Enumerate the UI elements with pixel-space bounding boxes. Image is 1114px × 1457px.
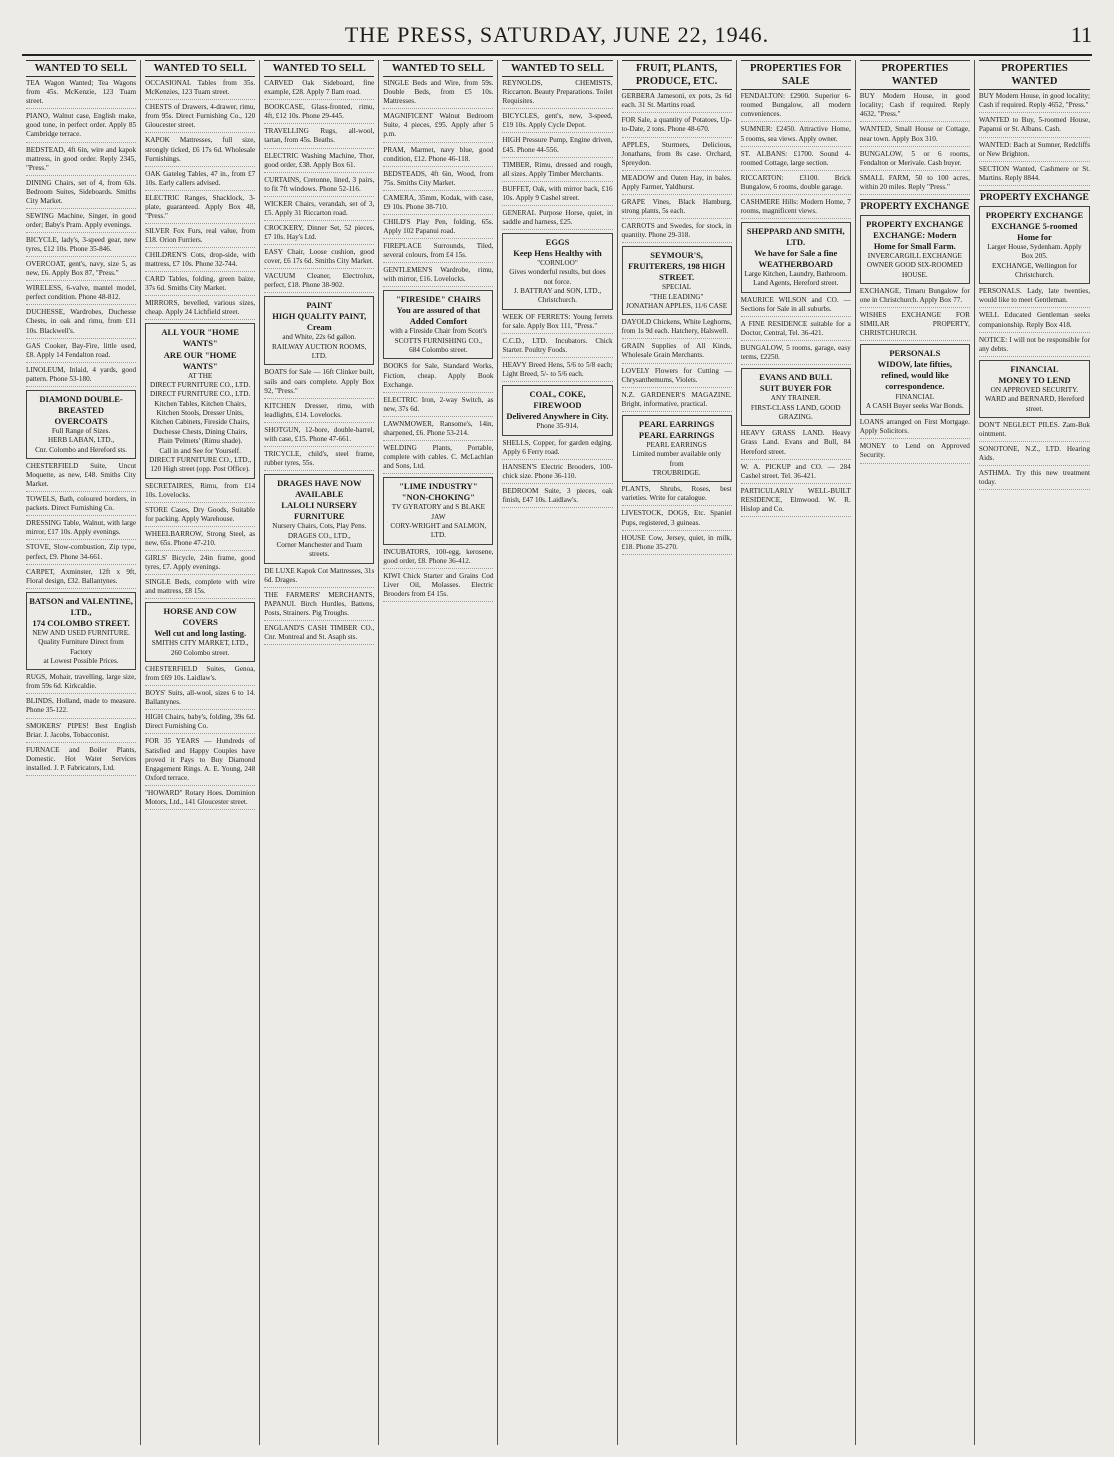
- classified-ad: SHELLS, Copper, for garden edging. Apply 6 Ferry road.: [502, 439, 612, 460]
- classified-ad: ELECTRIC Ranges, Shacklock, 3-plate, guaranteed. Apply Box 48, "Press.": [145, 194, 255, 224]
- classified-ad: "HOWARD" Rotary Hoes. Dominion Motors, Ltd., 141 Gloucester street.: [145, 789, 255, 810]
- display-ad-line: Keep Hens Healthy with: [513, 247, 602, 258]
- display-ad-line: TV GYRATORY and S BLAKE JAW: [391, 503, 486, 521]
- classified-ad: OCCASIONAL Tables from 35s. McKenzies, 123 Tuam street.: [145, 79, 255, 100]
- display-ad-line: "NON-CHOKING": [401, 492, 475, 503]
- classified-ad: INCUBATORS, 100-egg, kerosene, good order, £8. Phone 36-412.: [383, 548, 493, 569]
- display-advertisement: [264, 474, 374, 564]
- classified-ad: FIREPLACE Surrounds, Tiled, several colours, from £4 15s.: [383, 242, 493, 263]
- display-ad-line: Well cut and long lasting.: [154, 628, 247, 639]
- classified-ad: CHESTERFIELD Suites, Genoa, from £69 10s. Laidlaw's.: [145, 665, 255, 686]
- classified-ad: GERBERA Jamesoni, ex pots, 2s 6d each. 31 St. Martins road.: [622, 92, 732, 113]
- display-ad-line: SCOTTS FURNISHING CO.,: [394, 336, 483, 345]
- column-heading: PROPERTIES WANTED: [860, 60, 970, 90]
- section-subheading: PROPERTY EXCHANGE: [979, 190, 1090, 203]
- display-ad-line: 684 Colombo street.: [409, 346, 468, 355]
- classified-ad: BUNGALOW, 5 rooms, garage, easy terms, £2250.: [741, 344, 851, 365]
- column-heading: FRUIT, PLANTS, PRODUCE, ETC.: [622, 60, 732, 90]
- display-advertisement: [622, 246, 732, 315]
- classified-ad: CHILDREN'S Cots, drop-side, with mattress, £7 10s. Phone 32-744.: [145, 251, 255, 272]
- column-heading: WANTED TO SELL: [502, 60, 612, 77]
- classified-ad: BUY Modern House, in good locality; Cash if required. Reply 4632, "Press.": [860, 92, 970, 122]
- display-ad-line: WIDOW, late fifties, refined, would like correspondence.: [877, 359, 952, 392]
- classified-ad: WANTED: Bach at Sumner, Redcliffs or New Brighton.: [979, 141, 1090, 162]
- display-ad-line: AT THE: [188, 371, 213, 380]
- classified-ad: REYNOLDS, CHEMISTS, Riccarton. Beauty Preparations. Toilet Requisites.: [502, 79, 612, 109]
- classified-ad: HIGH Pressure Pump, Engine driven, £45. Phone 44-556.: [502, 136, 612, 157]
- classified-ad: TIMBER, Rimu, dressed and rough, all sizes. Apply Timber Merchants.: [502, 161, 612, 182]
- classified-ad: A FINE RESIDENCE suitable for a Doctor, Central, Tel. 36-421.: [741, 320, 851, 341]
- classified-ad: FURNACE and Boiler Plants, Domestic. Hot Water Services installed. J. P. Fabricators, Ltd.: [26, 746, 136, 776]
- display-ad-line: MONEY TO LEND: [998, 374, 1071, 385]
- classified-ad: LOANS arranged on First Mortgage. Apply Solicitors.: [860, 418, 970, 439]
- display-ad-line: DRAGES CO., LTD.,: [287, 531, 351, 540]
- display-ad-line: OWNER GOOD SIX-ROOMED HOUSE.: [866, 261, 963, 279]
- classified-ad: SMALL FARM, 50 to 100 acres, within 20 miles. Reply "Press.": [860, 174, 970, 195]
- classified-ad: BOATS for Sale — 16ft Clinker built, sails and oars complete. Apply Box 92, "Press.": [264, 368, 374, 398]
- classified-ad: ASTHMA. Try this new treatment today.: [979, 469, 1090, 490]
- display-advertisement: [264, 296, 374, 365]
- masthead: [22, 22, 1092, 56]
- classified-ad: WIRELESS, 6-valve, mantel model, perfect condition. Phone 48-812.: [26, 284, 136, 305]
- display-ad-line: PEARL EARRINGS: [638, 418, 715, 429]
- classified-ad: N.Z. GARDENER'S MAGAZINE. Bright, informative, practical.: [622, 391, 732, 412]
- classified-ad: BEDSTEAD, 4ft 6in, wire and kapok mattress, in good order. Reply 2345, "Press.": [26, 146, 136, 176]
- display-ad-line: OVERCOATS: [54, 415, 108, 426]
- display-ad-line: ARE OUR "HOME WANTS": [163, 349, 237, 371]
- classified-ad: TOWELS, Bath, coloured borders, in packets. Direct Furnishing Co.: [26, 495, 136, 516]
- display-ad-line: Plain 'Pelmets' (Rimu shade).: [157, 437, 243, 446]
- classified-ad: CARPET, Axminster, 12ft x 9ft, Floral design, £32. Ballantynes.: [26, 568, 136, 589]
- classified-ad: C.C.D., LTD. Incubators. Chick Starter. Poultry Foods.: [502, 337, 612, 358]
- display-ad-line: COAL, COKE, FIREWOOD: [529, 389, 586, 411]
- classified-ad: CASHMERE Hills: Modern Home, 7 rooms, magnificent views.: [741, 198, 851, 219]
- display-ad-line: JONATHAN APPLES, 11/6 CASE: [626, 301, 728, 310]
- classified-ad: WISHES EXCHANGE FOR SIMILAR PROPERTY, CHRISTCHURCH.: [860, 311, 970, 341]
- classified-ad: GAS Cooker, Bay-Fire, little used, £8. Apply 14 Fendalton road.: [26, 342, 136, 363]
- display-advertisement: [741, 222, 851, 293]
- classified-ad: SILVER Fox Furs, real value, from £18. Orion Furriers.: [145, 227, 255, 248]
- display-ad-line: Delivered Anywhere in City.: [506, 411, 609, 422]
- classified-ad: PRAM, Marmet, navy blue, good condition, £12. Phone 46-118.: [383, 146, 493, 167]
- classified-ad: RICCARTON: £3100. Brick Bungalow, 6 rooms, double garage.: [741, 174, 851, 195]
- column: [379, 60, 498, 1445]
- display-ad-line: Phone 35-914.: [536, 422, 579, 431]
- column: [856, 60, 975, 1445]
- display-advertisement: [979, 206, 1090, 285]
- classified-ad: OAK Gateleg Tables, 47 in., from £7 10s. Early callers advised.: [145, 170, 255, 191]
- classified-ad: LAWNMOWER, Ransome's, 14in, sharpened, £6. Phone 53-214.: [383, 420, 493, 441]
- classified-ad: DRESSING Table, Walnut, with large mirror, £17 10s. Apply evenings.: [26, 519, 136, 540]
- classified-ad: HIGH Chairs, baby's, folding, 39s 6d. Direct Furnishing Co.: [145, 713, 255, 734]
- classified-ad: STOVE, Slow-combustion, Zip type, perfect, £9. Phone 34-661.: [26, 543, 136, 564]
- display-ad-line: FINANCIAL: [1010, 363, 1059, 374]
- display-ad-line: Full Range of Sizes.: [51, 426, 111, 435]
- column: [260, 60, 379, 1445]
- display-ad-line: SUIT BUYER FOR: [759, 383, 832, 394]
- display-ad-line: HORSE AND COW COVERS: [163, 606, 237, 628]
- display-ad-line: Kitchen Cabinets, Fireside Chairs,: [150, 418, 250, 427]
- classified-ad: WELL Educated Gentleman seeks companionship. Reply Box 418.: [979, 311, 1090, 332]
- display-ad-line: DIAMOND DOUBLE-BREASTED: [39, 393, 123, 415]
- classified-ad: BOOKCASE, Glass-fronted, rimu, 4ft, £12 10s. Phone 29-445.: [264, 103, 374, 124]
- display-ad-line: SHEPPARD AND SMITH, LTD.: [746, 225, 845, 247]
- classified-ad: HEAVY Breed Hens, 5/6 to 5/8 each; Light Breed, 5/- to 5/6 each.: [502, 361, 612, 382]
- display-ad-line: "THE LEADING": [649, 292, 704, 301]
- display-ad-line: "FIRESIDE" CHAIRS: [395, 294, 481, 305]
- classified-ad: SUMNER: £2450. Attractive Home, 5 rooms, sea views. Apply owner.: [741, 125, 851, 146]
- classified-ad: DE LUXE Kapok Cot Mattresses, 31s 6d. Drages.: [264, 567, 374, 588]
- display-ad-line: "CORNLOO": [537, 259, 578, 268]
- classified-ad: PIANO, Walnut case, English make, good tone, in perfect order. Apply 85 Cambridge terrace.: [26, 112, 136, 142]
- display-ad-line: 174 COLOMBO STREET.: [32, 617, 130, 628]
- display-ad-line: EXCHANGE 5-roomed Home for: [991, 220, 1078, 242]
- classified-ad: ELECTRIC Iron, 2-way Switch, as new, 37s 6d.: [383, 396, 493, 417]
- display-ad-line: DIRECT FURNITURE CO., LTD.,: [149, 455, 252, 464]
- display-ad-line: "LIME INDUSTRY": [399, 481, 478, 492]
- column: [618, 60, 737, 1445]
- classified-ad: WANTED, Small House or Cottage, near town. Apply Box 310.: [860, 125, 970, 146]
- display-ad-line: Nursery Chairs, Cots, Play Pens.: [272, 522, 367, 531]
- classified-ad: SMOKERS' PIPES! Best English Briar. J. Jacobs, Tobacconist.: [26, 722, 136, 743]
- classified-ad: DON'T NEGLECT PILES. Zam-Buk ointment.: [979, 421, 1090, 442]
- display-ad-line: HERB LABAN, LTD.,: [47, 436, 115, 445]
- display-ad-line: Cnr. Colombo and Hereford sts.: [35, 445, 127, 454]
- column-heading: WANTED TO SELL: [26, 60, 136, 77]
- classified-ad: SECRETAIRES, Rimu, from £14 10s. Lovelocks.: [145, 482, 255, 503]
- display-ad-line: PAINT: [306, 300, 333, 311]
- newspaper-title: THE PRESS, SATURDAY, JUNE 22, 1946.: [344, 22, 770, 47]
- classified-ad: MIRRORS, bevelled, various sizes, cheap. Apply 24 Lichfield street.: [145, 299, 255, 320]
- classified-ad: MAGNIFICENT Walnut Bedroom Suite, 4 pieces, £95. Apply after 5 p.m.: [383, 112, 493, 142]
- display-ad-line: PERSONALS: [889, 348, 941, 359]
- classified-ad: CHESTERFIELD Suite, Uncut Moquette, as new, £48. Smiths City Market.: [26, 462, 136, 492]
- display-ad-line: PROPERTY EXCHANGE: [866, 218, 964, 229]
- classified-ad: BOOKS for Sale, Standard Works, Fiction, cheap. Apply Book Exchange.: [383, 362, 493, 392]
- display-ad-line: PEARL EARRINGS: [638, 429, 715, 440]
- display-advertisement: [502, 385, 612, 436]
- classified-ad: SINGLE Beds, complete with wire and mattress, £8 15s.: [145, 578, 255, 599]
- classified-ad: CARD Tables, folding, green baize, 37s 6d. Smiths City Market.: [145, 275, 255, 296]
- column-heading: WANTED TO SELL: [383, 60, 493, 77]
- classified-ad: PARTICULARLY WELL-BUILT RESIDENCE, Elmwood. W. R. Hislop and Co.: [741, 487, 851, 517]
- classified-ad: BEDSTEADS, 4ft 6in, Wood, from 75s. Smiths City Market.: [383, 170, 493, 191]
- classified-ad: THE FARMERS' MERCHANTS, PAPANUI. Birch Hurdles, Battens, Posts, Strainers. Pig Troughs.: [264, 591, 374, 621]
- classified-ad: SECTION Wanted, Cashmere or St. Martins. Reply 8844.: [979, 165, 1090, 186]
- display-ad-line: 120 High street (opp. Post Office).: [150, 465, 250, 474]
- display-ad-line: SPECIAL: [662, 283, 692, 292]
- column: [141, 60, 260, 1445]
- display-ad-line: DIRECT FURNITURE CO., LTD.: [150, 380, 251, 389]
- display-ad-line: TROUBRIDGE.: [652, 468, 701, 477]
- display-ad-line: Kitchen Stools, Dresser Units,: [156, 409, 244, 418]
- classified-ad: VACUUM Cleaner, Electrolux, perfect, £18. Phone 38-902.: [264, 272, 374, 293]
- classified-ad: HEAVY GRASS LAND. Heavy Grass Land. Evans and Bull, 84 Hereford street.: [741, 429, 851, 459]
- column: [975, 60, 1094, 1445]
- classified-ad: GRAPE Vines, Black Hamburg, strong plants, 5s each.: [622, 198, 732, 219]
- display-ad-line: NEW AND USED FURNITURE.: [32, 628, 130, 637]
- classified-ad: WHEELBARROW, Strong Steel, as new, 65s. Phone 47-210.: [145, 530, 255, 551]
- display-ad-line: EXCHANGE, Wellington for Christchurch.: [991, 261, 1077, 279]
- column: [22, 60, 141, 1445]
- display-ad-line: Kitchen Tables, Kitchen Chairs,: [154, 399, 247, 408]
- display-advertisement: [383, 290, 493, 359]
- display-ad-line: FINANCIAL: [895, 392, 935, 401]
- display-ad-line: EGGS: [545, 236, 570, 247]
- classified-ad: TRICYCLE, child's, steel frame, rubber tyres, 55s.: [264, 450, 374, 471]
- column-heading: PROPERTIES WANTED: [979, 60, 1090, 90]
- column-heading: WANTED TO SELL: [264, 60, 374, 77]
- display-ad-line: with a Fireside Chair from Scott's: [389, 327, 487, 336]
- classified-ad: WANTED to Buy, 5-roomed House, Papanui or St. Albans. Cash.: [979, 116, 1090, 137]
- classified-ad: MONEY to Lend on Approved Security.: [860, 442, 970, 463]
- display-ad-line: BATSON and VALENTINE, LTD.,: [29, 595, 133, 617]
- display-advertisement: [741, 368, 851, 426]
- display-ad-line: ON APPROVED SECURITY.: [990, 385, 1079, 394]
- classified-ad: LIVESTOCK, DOGS, Etc. Spaniel Pups, registered, 3 guineas.: [622, 509, 732, 530]
- classified-ad: ELECTRIC Washing Machine, Thor, good order, £38. Apply Box 61.: [264, 152, 374, 173]
- classified-ad: PERSONALS. Lady, late twenties, would like to meet Gentleman.: [979, 287, 1090, 308]
- display-ad-line: RAILWAY AUCTION ROOMS, LTD.: [271, 342, 367, 361]
- display-ad-line: Corner Manchester and Tuam streets.: [276, 540, 363, 559]
- display-ad-line: EVANS AND BULL: [759, 372, 833, 383]
- classified-ad: HOUSE Cow, Jersey, quiet, in milk, £18. Phone 35-270.: [622, 534, 732, 555]
- classified-ad: MAURICE WILSON and CO. — Sections for Sale in all suburbs.: [741, 296, 851, 317]
- classified-ad: WEEK OF FERRETS: Young ferrets for sale. Apply Box 111, "Press.": [502, 313, 612, 334]
- display-ad-line: FRUITERERS, 198 HIGH STREET.: [628, 261, 726, 283]
- classified-ad: BEDROOM Suite, 3 pieces, oak finish, £47 10s. Laidlaw's.: [502, 487, 612, 508]
- classified-ad: BUNGALOW, 5 or 6 rooms, Fendalton or Merivale. Cash buyer.: [860, 150, 970, 171]
- display-advertisement: [145, 323, 255, 478]
- classified-ad: PLANTS, Shrubs, Roses, best varieties. Write for catalogue.: [622, 485, 732, 506]
- display-ad-line: LALOLI NURSERY FURNITURE: [281, 500, 358, 522]
- display-advertisement: [383, 477, 493, 545]
- display-ad-line: DIRECT FURNITURE CO., LTD.: [150, 390, 251, 399]
- classified-ad: BLINDS, Holland, made to measure. Phone 35-122.: [26, 697, 136, 718]
- classified-ad: FENDALTON: £2900. Superior 6-roomed Bungalow, all modern conveniences.: [741, 92, 851, 122]
- classified-ad: FOR 35 YEARS — Hundreds of Satisfied and Happy Couples have proved it Pays to Buy Diamond Engagement Rings. A. E. Young, 248 Oxford terrace.: [145, 737, 255, 785]
- classified-ad: DUCHESSE, Wardrobes, Duchesse Chests, in oak and rimu, from £11 10s. Blackwell's.: [26, 308, 136, 338]
- classified-ad: EXCHANGE, Timaru Bungalow for one in Christchurch. Apply Box 77.: [860, 287, 970, 308]
- classified-ad: CHILD'S Play Pen, folding, 65s. Apply 102 Papanui road.: [383, 218, 493, 239]
- classified-ad: NOTICE: I will not be responsible for any debts.: [979, 336, 1090, 357]
- display-ad-line: A CASH Buyer seeks War Bonds.: [865, 401, 964, 410]
- display-ad-line: J. BATTRAY and SON, LTD., Christchurch.: [513, 287, 602, 305]
- classified-ad: WICKER Chairs, verandah, set of 3, £5. Apply 31 Riccarton road.: [264, 200, 374, 221]
- display-ad-line: Limited number available only from: [632, 450, 722, 468]
- display-ad-line: PEARL EARRINGS: [646, 440, 707, 449]
- classified-ad: CARROTS and Swedes, for stock, in quantity. Phone 29-318.: [622, 222, 732, 243]
- display-ad-line: You are assured of that Added Comfort: [396, 305, 481, 327]
- display-ad-line: Quality Furniture Direct from Factory: [38, 638, 124, 656]
- display-advertisement: [860, 215, 970, 284]
- display-ad-line: Larger House, Sydenham. Apply Box 205.: [987, 242, 1082, 261]
- classified-ad: RUGS, Mohair, travelling, large size, from 59s 6d. Kirkcaldie.: [26, 673, 136, 694]
- display-ad-line: INVERCARGILL EXCHANGE: [867, 251, 962, 260]
- classified-ad: CROCKERY, Dinner Set, 52 pieces, £7 10s. Hay's Ltd.: [264, 224, 374, 245]
- classified-ad: TRAVELLING Rugs, all-wool, tartan, from 45s. Beaths.: [264, 127, 374, 148]
- display-ad-line: Large Kitchen, Laundry, Bathroom.: [744, 270, 848, 279]
- classified-ad: TEA Wagon Wanted; Tea Wagons from 45s. McKenzie, 123 Tuam street.: [26, 79, 136, 109]
- display-ad-line: HIGH QUALITY PAINT, Cream: [272, 311, 367, 333]
- column-heading: PROPERTIES FOR SALE: [741, 60, 851, 90]
- classified-ad: KAPOK Mattresses, full size, strongly ticked, £6 17s 6d. Wholesale Furnishings.: [145, 136, 255, 166]
- display-ad-line: SMITHS CITY MARKET, LTD.,: [151, 639, 249, 648]
- classified-ad: KIWI Chick Starter and Grains Cod Liver Oil, Molasses. Electric Brooders from £4 15s.: [383, 572, 493, 602]
- classified-ad: OVERCOAT, gent's, navy, size 5, as new, £6. Apply Box 87, "Press.": [26, 260, 136, 281]
- classified-ad: BUFFET, Oak, with mirror back, £16 10s. Apply 9 Cashel street.: [502, 185, 612, 206]
- classified-ad: CURTAINS, Cretonne, lined, 3 pairs, to fit 7ft windows. Phone 52-116.: [264, 176, 374, 197]
- display-advertisement: [26, 592, 136, 671]
- classified-ad: ENGLAND'S CASH TIMBER CO., Cnr. Montreal and St. Asaph sts.: [264, 624, 374, 645]
- display-ad-line: Gives wonderful results, but does not force.: [509, 268, 606, 286]
- display-ad-line: FIRST-CLASS LAND, GOOD GRAZING.: [750, 403, 841, 422]
- classified-ad: CAMERA, 35mm, Kodak, with case, £9 10s. Phone 38-710.: [383, 194, 493, 215]
- display-ad-line: CORY-WRIGHT and SALMON, LTD.: [390, 521, 487, 540]
- classified-ad: STORE Cases, Dry Goods, Suitable for packing. Apply Warehouse.: [145, 506, 255, 527]
- classified-columns: [22, 60, 1094, 1445]
- display-advertisement: [26, 390, 136, 459]
- classified-ad: GENTLEMEN'S Wardrobe, rimu, with mirror, £16. Lovelocks.: [383, 266, 493, 287]
- classified-ad: SINGLE Beds and Wire, from 59s. Double Beds, from £5 10s. Mattresses.: [383, 79, 493, 109]
- classified-ad: DAYOLD Chickens, White Leghorns, from 1s 9d each. Hatchery, Halswell.: [622, 318, 732, 339]
- column-heading: WANTED TO SELL: [145, 60, 255, 77]
- classified-ad: EASY Chair, Loose cushion, good cover, £6 17s 6d. Smiths City Market.: [264, 248, 374, 269]
- classified-ad: BOYS' Suits, all-wool, sizes 6 to 14. Ballantynes.: [145, 689, 255, 710]
- display-ad-line: Call in and See for Yourself.: [159, 446, 241, 455]
- section-subheading: PROPERTY EXCHANGE: [860, 199, 970, 212]
- classified-ad: BICYCLES, gent's, new, 3-speed, £19 10s. Apply Cycle Depot.: [502, 112, 612, 133]
- display-ad-line: ALL YOUR "HOME WANTS": [161, 327, 239, 349]
- classified-ad: GIRLS' Bicycle, 24in frame, good tyres, £7. Apply evenings.: [145, 554, 255, 575]
- classified-ad: GENERAL Purpose Horse, quiet, in saddle and harness, £25.: [502, 209, 612, 230]
- classified-ad: LOVELY Flowers for Cutting — Chrysanthemums, Violets.: [622, 367, 732, 388]
- display-ad-line: Land Agents, Hereford street.: [753, 279, 839, 288]
- display-ad-line: Duchesse Chests, Dining Chairs,: [152, 427, 248, 436]
- display-ad-line: 260 Colombo street.: [170, 648, 230, 657]
- column: [498, 60, 617, 1445]
- display-ad-line: and White, 22s 6d gallon.: [282, 333, 357, 342]
- classified-ad: BUY Modern House, in good locality; Cash if required. Reply 4652, "Press.": [979, 92, 1090, 113]
- display-ad-line: EXCHANGE: Modern Home for Small Farm.: [873, 229, 957, 251]
- display-ad-line: WARD and BERNARD, Hereford street.: [984, 395, 1084, 413]
- display-advertisement: [502, 233, 612, 310]
- classified-ad: CHESTS of Drawers, 4-drawer, rimu, from 95s. Direct Furnishing Co., 120 Gloucester street.: [145, 103, 255, 133]
- classified-ad: BICYCLE, lady's, 3-speed gear, new tyres, £12 10s. Phone 35-846.: [26, 236, 136, 257]
- display-ad-line: SEYMOUR'S,: [650, 250, 703, 261]
- classified-ad: CARVED Oak Sideboard, fine example, £28. Apply 7 Ilam road.: [264, 79, 374, 100]
- classified-ad: ST. ALBANS: £1700. Sound 4-roomed Cottage, large section.: [741, 150, 851, 171]
- display-advertisement: [979, 360, 1090, 418]
- display-ad-line: PROPERTY EXCHANGE: [985, 209, 1084, 220]
- display-advertisement: [860, 344, 970, 415]
- classified-ad: APPLES, Sturmers, Delicious, Jonathans, from 8s case. Orchard, Spreydon.: [622, 141, 732, 171]
- display-ad-line: ANY TRAINER.: [770, 394, 821, 403]
- display-advertisement: [145, 602, 255, 662]
- classified-ad: GRAIN Supplies of All Kinds, Wholesale Grain Merchants.: [622, 342, 732, 363]
- display-ad-line: at Lowest Possible Prices.: [43, 656, 119, 665]
- classified-ad: KITCHEN Dresser, rimu, with leadlights, £14. Lovelocks.: [264, 402, 374, 423]
- classified-ad: MEADOW and Oaten Hay, in bales. Apply Farmer, Yaldhurst.: [622, 174, 732, 195]
- column: [737, 60, 856, 1445]
- page-number: 11: [1070, 22, 1092, 47]
- classified-ad: SEWING Machine, Singer, in good order; Baby's Pram. Apply evenings.: [26, 212, 136, 233]
- classified-ad: W. A. PICKUP and CO. — 284 Cashel street. Tel. 36-421.: [741, 463, 851, 484]
- classified-ad: WELDING Plants, Portable, complete with cables. C. McLachlan and Sons, Ltd.: [383, 444, 493, 474]
- classified-ad: DINING Chairs, set of 4, from 63s. Bedroom Suites, Sideboards. Smiths City Market.: [26, 179, 136, 209]
- classified-ad: SONOTONE, N.Z., LTD. Hearing Aids.: [979, 445, 1090, 466]
- classified-ad: FOR Sale, a quantity of Potatoes, Up-to-Date, 2 tons. Phone 48-670.: [622, 116, 732, 137]
- display-ad-line: We have for Sale a fine WEATHERBOARD: [754, 248, 838, 270]
- display-advertisement: [622, 415, 732, 483]
- classified-ad: SHOTGUN, 12-bore, double-barrel, with case, £15. Phone 47-661.: [264, 426, 374, 447]
- display-ad-line: DRAGES HAVE NOW AVAILABLE: [277, 478, 362, 500]
- classified-ad: LINOLEUM, Inlaid, 4 yards, good pattern. Phone 53-180.: [26, 366, 136, 387]
- classified-ad: HANSEN'S Electric Brooders, 100-chick size. Phone 36-110.: [502, 463, 612, 484]
